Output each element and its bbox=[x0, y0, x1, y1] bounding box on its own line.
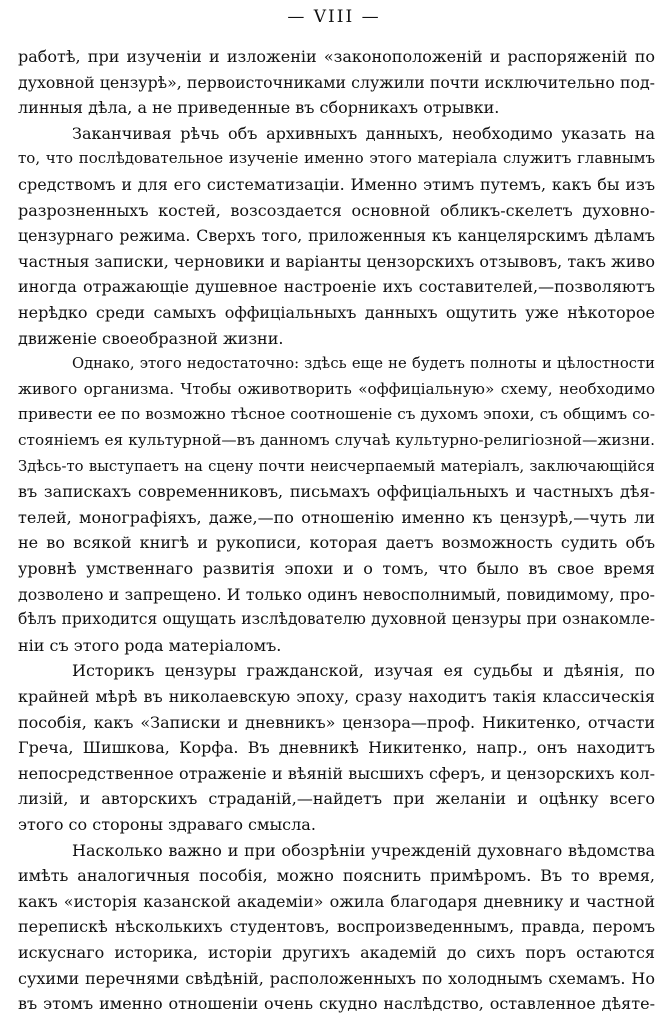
text-line: частныя записки, черновики и варіанты цензорскихъ отзывовъ, такъ живо bbox=[18, 251, 655, 271]
text-line: уровнѣ умственнаго развитія эпохи и о томъ, что было въ свое время bbox=[18, 559, 655, 578]
text-line: средствомъ и для его систематизаціи. Именно этимъ путемъ, какъ бы изъ bbox=[18, 175, 655, 194]
text-line: Насколько важно и при обозрѣніи учрежденій духовнаго вѣдомства bbox=[72, 840, 655, 860]
text-line: Греча, Шишкова, Корфа. Въ дневникѣ Никитенко, напр., онъ находитъ bbox=[18, 738, 655, 758]
text-line: Заканчивая рѣчь объ архивныхъ данныхъ, необходимо указать на bbox=[72, 123, 655, 143]
text-line: Однако, этого недостаточно: здѣсь еще не будетъ полноты и цѣлостности bbox=[72, 355, 655, 373]
text-line: въ этомъ именно отношеніи очень скудно наслѣдство, оставленное дѣяте- bbox=[18, 994, 655, 1014]
text-line: бѣлъ приходится ощущать изслѣдователю духовной цензуры при ознакомле- bbox=[18, 610, 655, 629]
text-line: искуснаго историка, исторіи другихъ академій до сихъ поръ остаются bbox=[18, 943, 655, 962]
text-line: живого организма. Чтобы оживотворить «оффиціальную» схему, необходимо bbox=[18, 379, 655, 398]
text-line: непосредственное отраженіе и вѣяній высшихъ сферъ, и цензорскихъ кол- bbox=[18, 763, 655, 783]
text-line: имѣть аналогичныя пособія, можно пояснить примѣромъ. Въ то время, bbox=[18, 866, 655, 886]
text-line: разрозненныхъ костей, возсоздается основной обликъ-скелетъ духовно- bbox=[18, 200, 655, 220]
text-line: въ запискахъ современниковъ, письмахъ оффиціальныхъ и частныхъ дѣя- bbox=[18, 482, 655, 502]
text-line: какъ «исторія казанской академіи» ожила благодаря дневнику и частной bbox=[18, 891, 655, 911]
text-line: пособія, какъ «Записки и дневникъ» цензора—проф. Никитенко, отчасти bbox=[18, 712, 655, 732]
text-line: ніи съ этого рода матеріаломъ. bbox=[18, 635, 282, 655]
text-line: духовной цензурѣ», первоисточниками служили почти исключительно под- bbox=[18, 72, 655, 92]
text-line: телей, монографіяхъ, даже,—по отношенію именно къ цензурѣ,—чуть ли bbox=[18, 507, 655, 527]
text-line: лизій, и авторскихъ страданій,—найдетъ при желаніи и оцѣнку всего bbox=[18, 789, 655, 809]
text-line: крайней мѣрѣ въ николаевскую эпоху, сразу находитъ такія классическія bbox=[18, 687, 655, 706]
text-line: иногда отражающіе душевное настроеніе ихъ составителей,—позволяютъ bbox=[18, 277, 655, 297]
text-line: цензурнаго режима. Сверхъ того, приложенныя къ канцелярскимъ дѣламъ bbox=[18, 226, 655, 246]
text-line: этого со стороны здраваго смысла. bbox=[18, 815, 316, 834]
text-line: линныя дѣла, а не приведенные въ сборникахъ отрывки. bbox=[18, 98, 500, 118]
text-line: дозволено и запрещено. И только одинъ невосполнимый, повидимому, про- bbox=[18, 584, 655, 604]
text-line: Историкъ цензуры гражданской, изучая ея судьбы и дѣянія, по bbox=[72, 661, 655, 681]
text-line: то, что послѣдовательное изученіе именно этого матеріала служитъ главнымъ bbox=[18, 149, 655, 168]
text-line: сухими перечнями свѣдѣній, расположенныхъ по холоднымъ схемамъ. Но bbox=[18, 968, 655, 988]
text-line: стояніемъ ея культурной—въ данномъ случаѣ культурно-религіозной—жизни. bbox=[18, 431, 655, 449]
text-line: привести ее по возможно тѣсное соотношеніе съ духомъ эпохи, съ общимъ со- bbox=[18, 405, 655, 424]
text-line: движеніе своеобразной жизни. bbox=[18, 328, 284, 348]
page-number-header: — VIII — bbox=[287, 7, 381, 27]
text-line: не во всякой книгѣ и рукописи, которая даетъ возможность судить объ bbox=[18, 533, 655, 553]
text-line: перепискѣ нѣсколькихъ студентовъ, воспроизведеннымъ, правда, перомъ bbox=[18, 917, 655, 937]
text-line: Здѣсь-то выступаетъ на сцену почти неисчерпаемый матеріалъ, заключающійся bbox=[18, 457, 655, 475]
text-line: нерѣдко среди самыхъ оффиціальныхъ данныхъ ощутить уже нѣкоторое bbox=[18, 303, 655, 322]
text-line: работѣ, при изученіи и изложеніи «законоположеній и распоряженій по bbox=[18, 47, 655, 66]
